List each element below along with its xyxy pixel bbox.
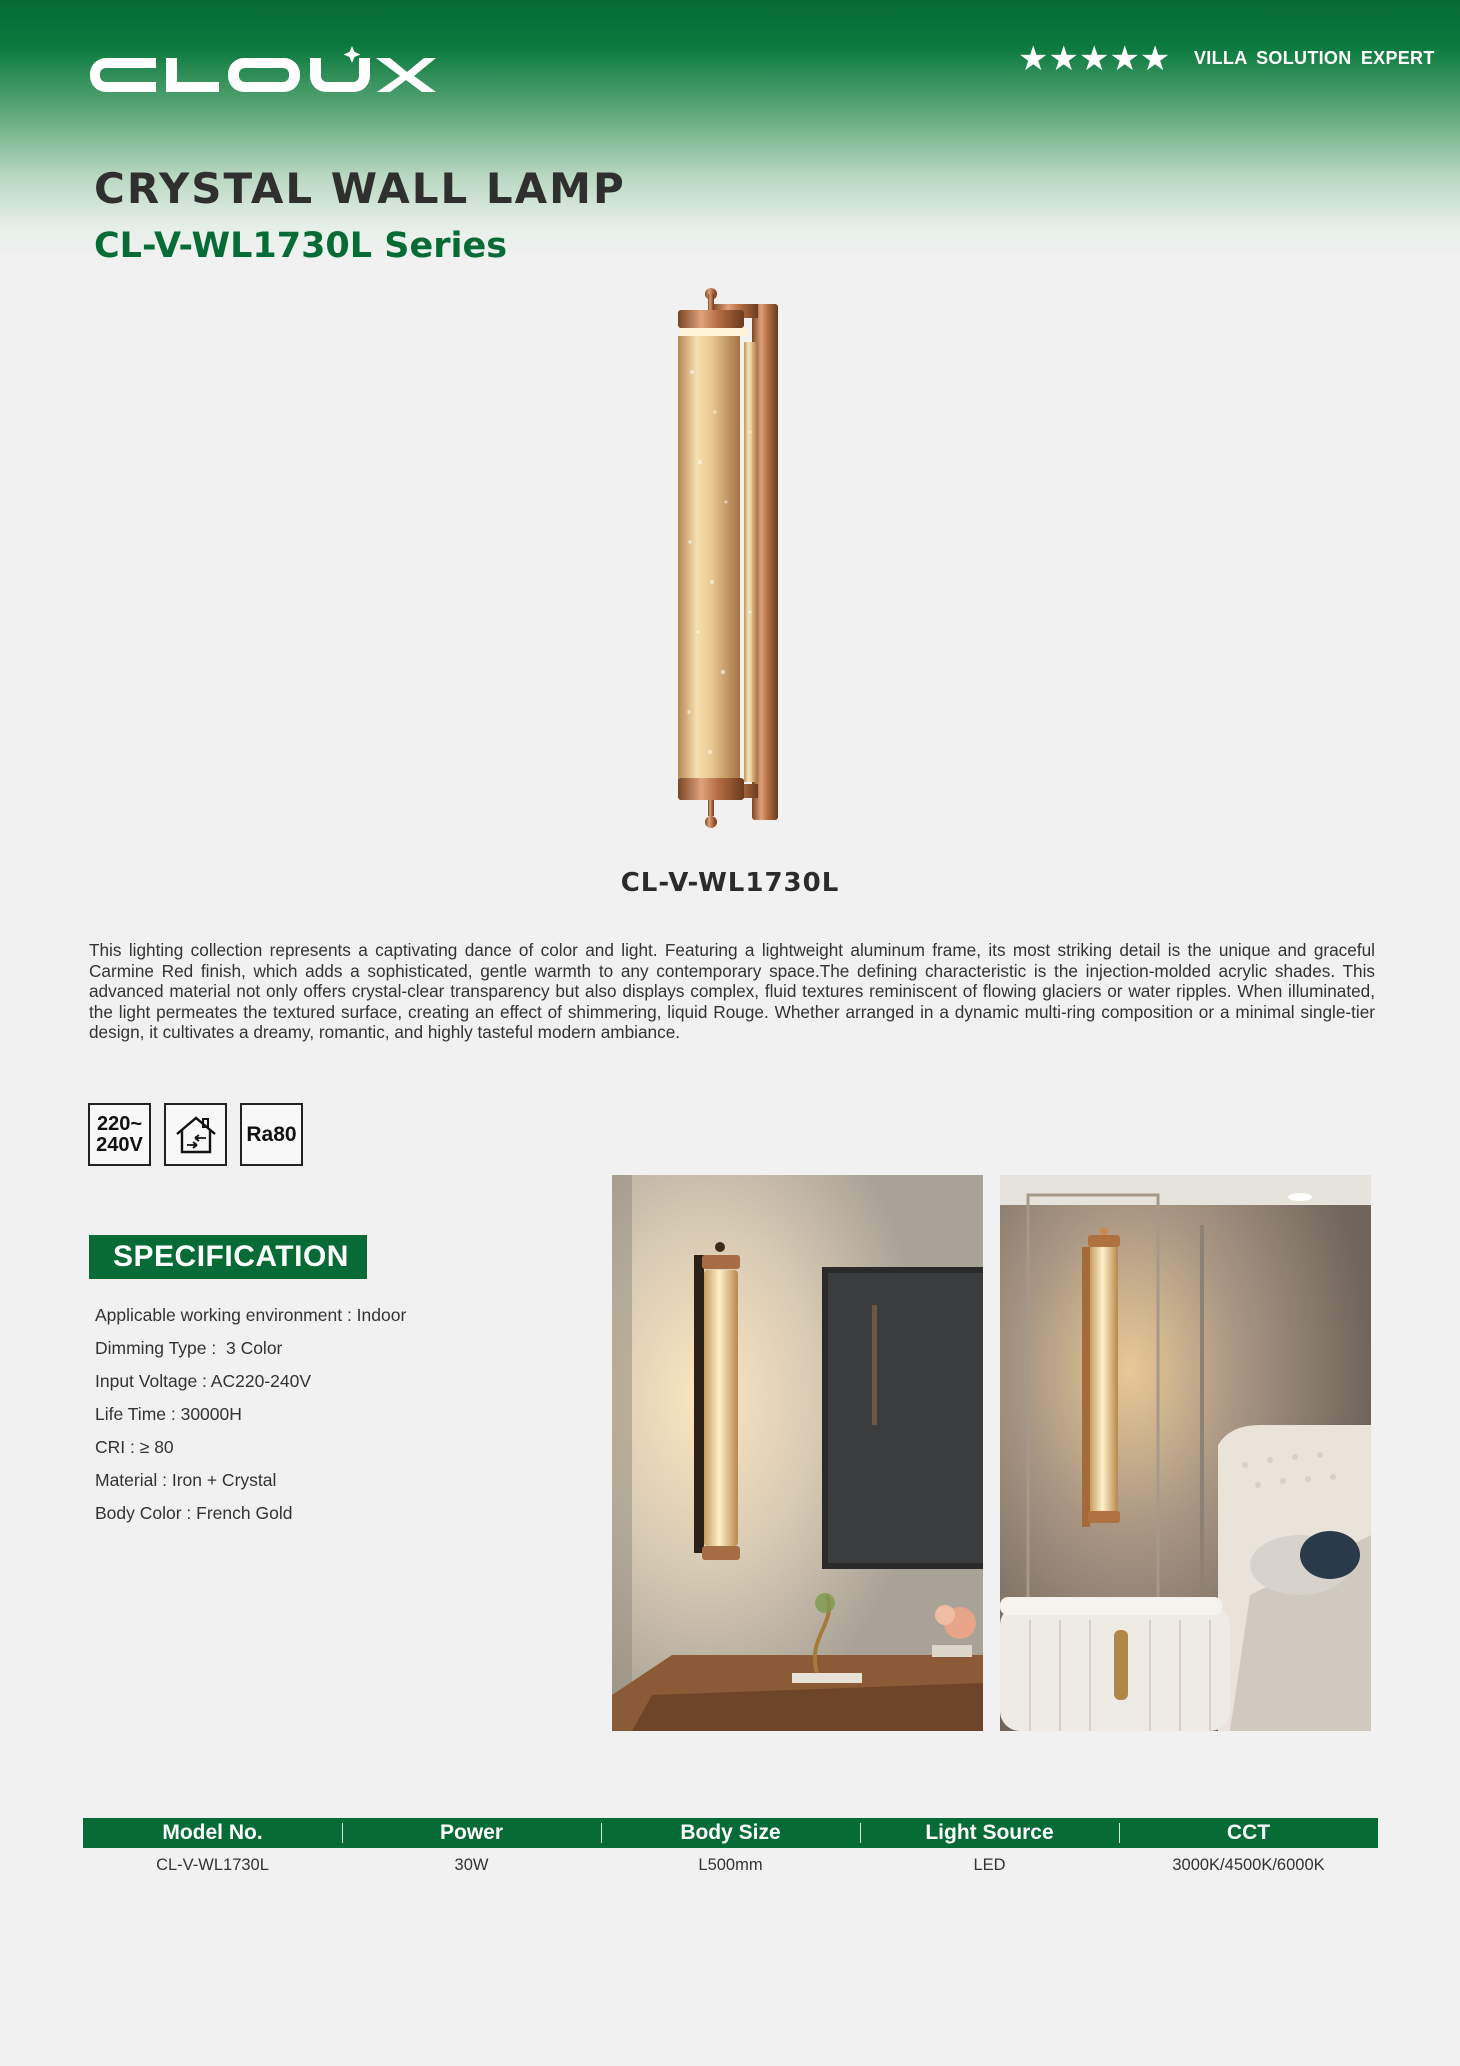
lifestyle-photo-bedroom (1000, 1175, 1371, 1731)
spec-item: Input Voltage : AC220-240V (95, 1371, 311, 1391)
indoor-badge (164, 1103, 227, 1166)
feature-badges (88, 1103, 303, 1166)
spec-item: Applicable working environment : Indoor (95, 1305, 407, 1325)
th-body-size: Body Size (601, 1818, 860, 1848)
spec-item: Material : Iron + Crystal (95, 1470, 277, 1490)
td-body-size: L500mm (698, 1856, 763, 1874)
th-power: Power (342, 1818, 601, 1848)
spec-item: Dimming Type : 3 Color (95, 1338, 283, 1358)
th-model: Model No. (162, 1821, 263, 1844)
td-light-source: LED (973, 1856, 1006, 1874)
product-caption: CL-V-WL1730L (620, 868, 840, 898)
specification-heading: SPECIFICATION (89, 1235, 367, 1279)
td-power: 30W (454, 1856, 489, 1874)
th-light-source: Light Source (860, 1818, 1119, 1848)
house-indoor-icon (173, 1114, 219, 1156)
cri-badge: Ra80 (240, 1103, 303, 1166)
tagline: VILLA SOLUTION EXPERT (1194, 48, 1435, 68)
th-cct: CCT (1119, 1818, 1378, 1848)
stars-icon: ★★★★★ (1018, 39, 1171, 79)
series-subtitle: CL-V-WL1730L Series (94, 226, 508, 266)
voltage-top: 220~ (96, 1112, 143, 1135)
spec-item: CRI : ≥ 80 (95, 1437, 174, 1457)
td-cct: 3000K/4500K/6000K (1172, 1856, 1325, 1874)
page-title: CRYSTAL WALL LAMP (94, 164, 626, 213)
voltage-bottom: 240V (96, 1133, 143, 1156)
td-model: CL-V-WL1730L (156, 1856, 269, 1874)
spec-item: Life Time : 30000H (95, 1404, 242, 1424)
product-lamp-image (660, 282, 800, 842)
voltage-badge (88, 1103, 151, 1166)
cloux-logo (84, 44, 436, 100)
header-band (0, 0, 1460, 260)
specification-list (95, 1302, 406, 1533)
spec-table-header (83, 1818, 1378, 1848)
product-description: This lighting collection represents a captivating dance of color and light. Featuring a lightweight aluminum frame, its most striking detail is the unique and graceful Carmine Red finish, which adds a sophisticated, gentle warmth to any contemporary space.The defining characteristic is the injection-molded acrylic shades. This advanced material not only offers crystal-clear transparency but also displays complex, fluid textures reminiscent of flowing glaciers or water ripples. When illuminated, the light permeates the textured surface, creating an effect of shimmering, liquid Rouge. Whether arranged in a dynamic multi-ring composition or a minimal single-tier design, it cultivates a dreamy, romantic, and highly tasteful modern ambiance. (89, 940, 1375, 1043)
lifestyle-photo-living-room (612, 1175, 983, 1731)
spec-item: Body Color : French Gold (95, 1503, 293, 1523)
table-row (83, 1856, 1378, 1880)
rating-stars (1018, 38, 1171, 80)
